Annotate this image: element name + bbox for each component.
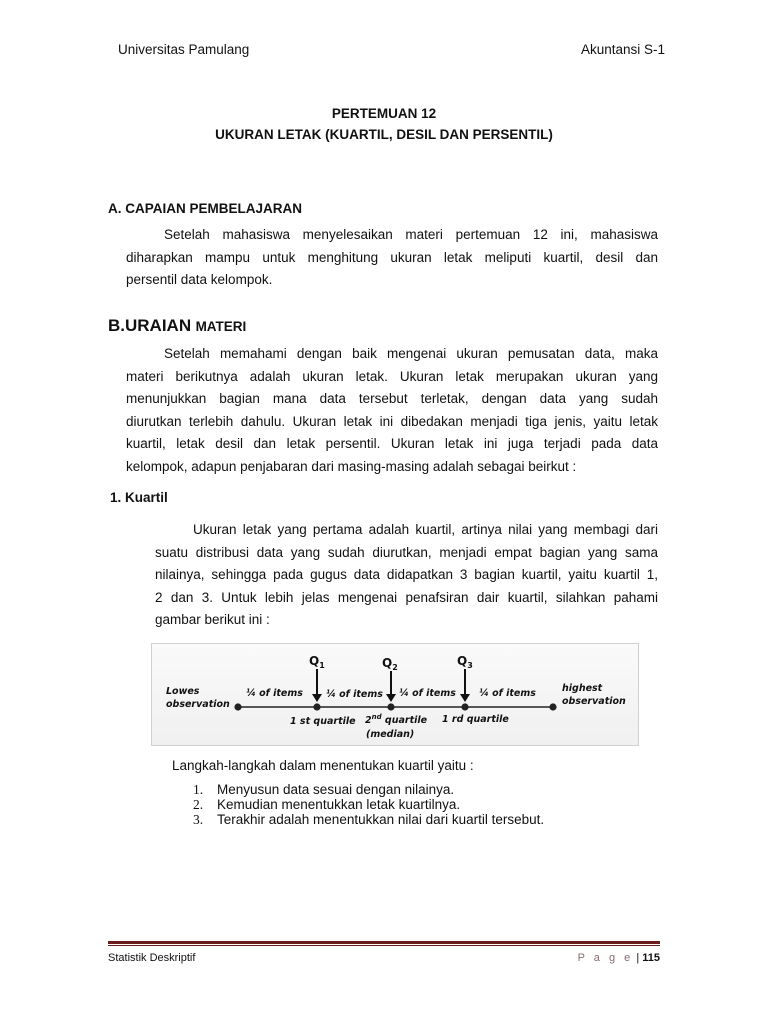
q3-arrow [460, 669, 470, 702]
list-item-number: 1. [193, 782, 204, 797]
list-item-number: 2. [193, 797, 204, 812]
footer-page-word: P a g e [577, 952, 634, 964]
section-a-line: Setelah mahasiswa menyelesaikan materi pertemuan 12 ini, mahasiswa [164, 227, 658, 242]
median-label: (median) [366, 729, 415, 740]
section-b-line: diurutkan terlebih dahulu. Ukuran letak ini dibedakan menjadi tiga jenis, yaitu letak [126, 413, 658, 429]
steps-intro: Langkah-langkah dalam menentukan kuartil yaitu : [172, 758, 474, 773]
q1-arrow [312, 669, 322, 702]
footer-separator: | [633, 952, 643, 964]
kuartil-line: suatu distribusi data yang sudah diurutkan, menjadi empat bagian yang sama [155, 544, 658, 560]
q3-quartile-label: 1 rd quartile [442, 714, 509, 725]
footer-course-name: Statistik Deskriptif [108, 952, 196, 964]
list-item [193, 797, 544, 812]
quartile-diagram-svg [152, 644, 640, 747]
q3-point [461, 703, 468, 710]
steps-list [193, 782, 544, 827]
list-item-number: 3. [193, 812, 204, 827]
section-a-line: persentil data kelompok. [126, 272, 273, 287]
header-university: Universitas Pamulang [118, 42, 250, 57]
list-item-text: Kemudian menentukkan letak kuartilnya. [217, 797, 461, 812]
highest-label-line2: observation [562, 696, 626, 707]
subsection-kuartil-heading: 1. Kuartil [110, 490, 168, 505]
list-item-text: Terakhir adalah menentukkan nilai dari kuartil tersebut. [217, 812, 545, 827]
lowest-label-line1: Lowes [166, 686, 200, 697]
q1-quartile-label: 1 st quartile [290, 716, 356, 727]
lowest-label-line2: observation [166, 699, 230, 710]
footer-rule-thin [108, 945, 660, 946]
quartile-diagram [151, 643, 639, 746]
footer-page-indicator [578, 952, 660, 964]
quarter-label-3: ¼ of items [399, 688, 456, 699]
section-b-letter: B. [108, 316, 125, 335]
q2-arrow [386, 671, 396, 702]
section-a-line: diharapkan mampu untuk menghitung ukuran letak meliputi kuartil, desil dan [126, 249, 658, 265]
quarter-label-4: ¼ of items [479, 688, 536, 699]
section-b-paragraph [126, 343, 658, 478]
kuartil-line: gambar berikut ini : [155, 612, 270, 627]
section-b-heading-big: URAIAN [125, 316, 192, 335]
kuartil-line: Ukuran letak yang pertama adalah kuartil, artinya nilai yang membagi dari [193, 522, 658, 537]
q2-quartile-label: 2nd quartile [365, 713, 428, 726]
section-b-line: menunjukkan bagian mana data tersebut terletak, dengan data yang sudah [126, 391, 658, 406]
section-a-heading: A. CAPAIAN PEMBELAJARAN [108, 201, 303, 216]
lowest-point [234, 703, 241, 710]
section-a-paragraph [126, 224, 658, 292]
footer-page-number: 115 [642, 952, 660, 964]
footer-rule-thick [108, 941, 660, 944]
header-program: Akuntansi S-1 [580, 42, 665, 57]
highest-label-line1: highest [562, 683, 603, 694]
q3-label: $Q_3$ [457, 654, 473, 670]
list-item [193, 812, 544, 827]
kuartil-line: nilainya, sehingga pada gugus data didapatkan 3 bagian kuartil, yaitu kuartil 1, [155, 567, 658, 582]
list-item-text: Menyusun data sesuai dengan nilainya. [217, 782, 455, 797]
section-b-heading [108, 316, 246, 336]
section-b-line: kuartil, letak desil dan letak persentil. Ukuran letak ini juga terjadi pada data [126, 436, 658, 451]
page-title-topic: UKURAN LETAK (KUARTIL, DESIL DAN PERSENTIL) [215, 127, 553, 142]
q2-point [387, 703, 394, 710]
quarter-label-1: ¼ of items [246, 688, 303, 699]
subsection-kuartil-paragraph [155, 519, 658, 632]
quarter-label-2: ¼ of items [326, 689, 383, 700]
section-b-heading-small: MATERI [195, 319, 247, 334]
highest-point [549, 703, 556, 710]
section-b-line: Setelah memahami dengan baik mengenai ukuran pemusatan data, maka [164, 346, 658, 361]
q1-point [313, 703, 320, 710]
q2-label: $Q_2$ [382, 656, 398, 672]
kuartil-line: 2 dan 3. Untuk lebih jelas mengenai penafsiran dair kuartil, silahkan pahami [155, 589, 658, 605]
q1-label: $Q_1$ [309, 654, 325, 670]
list-item [193, 782, 544, 797]
section-b-line: materi berikutnya adalah ukuran letak. Ukuran letak merupakan ukuran yang [126, 368, 658, 384]
section-b-line: kelompok, adapun penjabaran dari masing-masing adalah sebagai beirkut : [126, 458, 577, 474]
page-title-meeting: PERTEMUAN 12 [331, 106, 437, 121]
